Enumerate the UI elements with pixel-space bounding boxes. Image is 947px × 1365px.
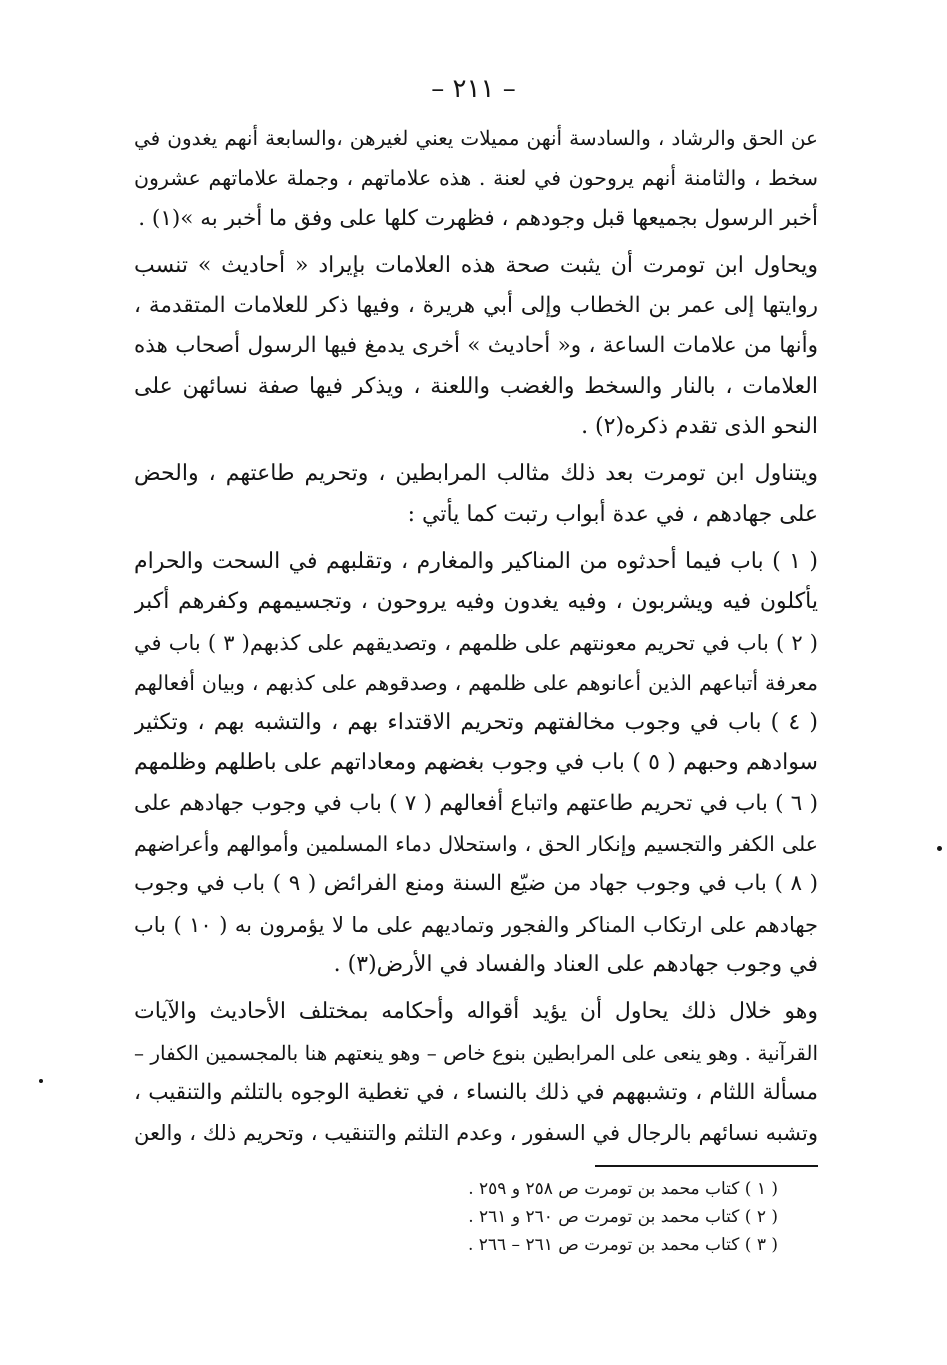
footnote-2: ( ٢ ) كتاب محمد بن تومرت ص ٢٦٠ و ٢٦١ . — [468, 1207, 778, 1227]
paragraph-chapter-list — [134, 542, 818, 985]
body-text — [134, 118, 818, 1160]
text-line: النحو الذى تقدم ذكره(٢) . — [581, 414, 818, 440]
text-line: عن الحق والرشاد ، والسادسة أنهن مميلات يعني لغيرهن ،والسابعة أنهم يغدون في — [134, 126, 818, 150]
text-line: مسألة اللثام ، وتشبههم في ذلك بالنساء ، في تغطية الوجوه بالتلثم والتنقيب ، — [134, 1079, 818, 1105]
text-line: على الكفر والتجسيم وإنكار الحق ، واستحلال دماء المسلمين وأموالهم وأعراضهم — [134, 832, 818, 857]
page-number: – ٢١١ – — [431, 74, 516, 104]
text-line: روايتها إلى عمر بن الخطاب وإلى أبي هريرة ، وفيها ذكر للعلامات المتقدمة ، — [134, 293, 818, 319]
paragraph — [134, 246, 818, 447]
text-line: جهادهم على ارتكاب المناكر والفجور وتماديهم على ما لا يؤمرون به ( ١٠ ) باب — [134, 912, 818, 937]
text-line: في وجوب جهادهم على العناد والفساد في الأرض(٣) . — [333, 951, 818, 977]
text-line: ويتناول ابن تومرت بعد ذلك مثالب المرابطين ، وتحريم طاعتهم ، والحض — [134, 461, 818, 487]
text-line: وتشبه نسائهم بالرجال في السفور ، وعدم التلثم والتنقيب ، وتحريم ذلك ، والعن — [134, 1121, 818, 1146]
footnotes — [380, 1175, 778, 1259]
text-line: ( ٨ ) باب في وجوب جهاد من ضيّع السنة ومنع الفرائض ( ٩ ) باب في وجوب — [134, 871, 818, 897]
text-line: ( ٦ ) باب في تحريم طاعتهم واتباع أفعالهم ( ٧ ) باب في وجوب جهادهم على — [134, 790, 818, 816]
text-line: العلامات ، بالنار والسخط والغضب واللعنة ، ويذكر فيها صفة نسائهن على — [134, 373, 818, 399]
text-line: معرفة أتباعهم الذين أعانوهم على ظلمهم ، وصدقوهم على كذبهم ، وبيان أفعالهم — [134, 670, 818, 695]
footnote-1: ( ١ ) كتاب محمد بن تومرت ص ٢٥٨ و ٢٥٩ . — [468, 1179, 778, 1199]
text-line: القرآنية . وهو ينعى على المرابطين بنوع خاص – وهو ينعتهم هنا بالمجسمين الكفار – — [134, 1040, 818, 1065]
text-line: وأنها من علامات الساعة ، و« أحاديث » أخرى يدمغ فيها الرسول أصحاب هذه — [134, 333, 818, 359]
paragraph — [134, 992, 818, 1153]
text-line: سخط ، والثامنة أنهم يروحون في لعنة . هذه علاماتهم ، وجملة علاماتهم عشرون — [134, 166, 818, 191]
text-line: سوادهم وحبهم ( ٥ ) باب في وجوب بغضهم ومعاداتهم على باطلهم وظلمهم — [134, 750, 818, 776]
footnote-divider — [595, 1165, 818, 1167]
text-line: ( ٤ ) باب في وجوب مخالفتهم وتحريم الاقتداء بهم ، والتشبه بهم ، وتكثير — [134, 710, 818, 736]
text-line: ويحاول ابن تومرت أن يثبت صحة هذه العلامات بإيراد « أحاديث » تنسب — [134, 252, 818, 278]
scan-speck — [39, 1079, 43, 1083]
text-line: ( ١ ) باب فيما أحدثوه من المناكير والمغارم ، وتقلبهم في السحت والحرام — [134, 548, 818, 574]
text-line: على جهادهم ، في عدة أبواب رتبت كما يأتي : — [407, 501, 818, 527]
text-line: أخبر الرسول بجميعها قبل وجودهم ، فظهرت كلها على وفق ما أخبر به »(١) . — [138, 205, 818, 231]
paragraph — [134, 118, 818, 239]
footnote-3: ( ٣ ) كتاب محمد بن تومرت ص ٢٦١ – ٢٦٦ . — [467, 1235, 778, 1255]
text-line: ( ٢ ) باب في تحريم معونتهم على ظلمهم ، وتصديقهم على كذبهم( ٣ ) باب في — [134, 630, 818, 655]
scan-speck — [937, 846, 942, 851]
text-line: يأكلون فيه ويشربون ، وفيه يغدون وفيه يروحون ، وتجسيمهم وكفرهم أكبر — [134, 589, 818, 615]
text-line: وهو خلال ذلك يحاول أن يؤيد أقواله وأحكامه بمختلف الأحاديث والآيات — [134, 999, 818, 1025]
paragraph — [134, 454, 818, 535]
